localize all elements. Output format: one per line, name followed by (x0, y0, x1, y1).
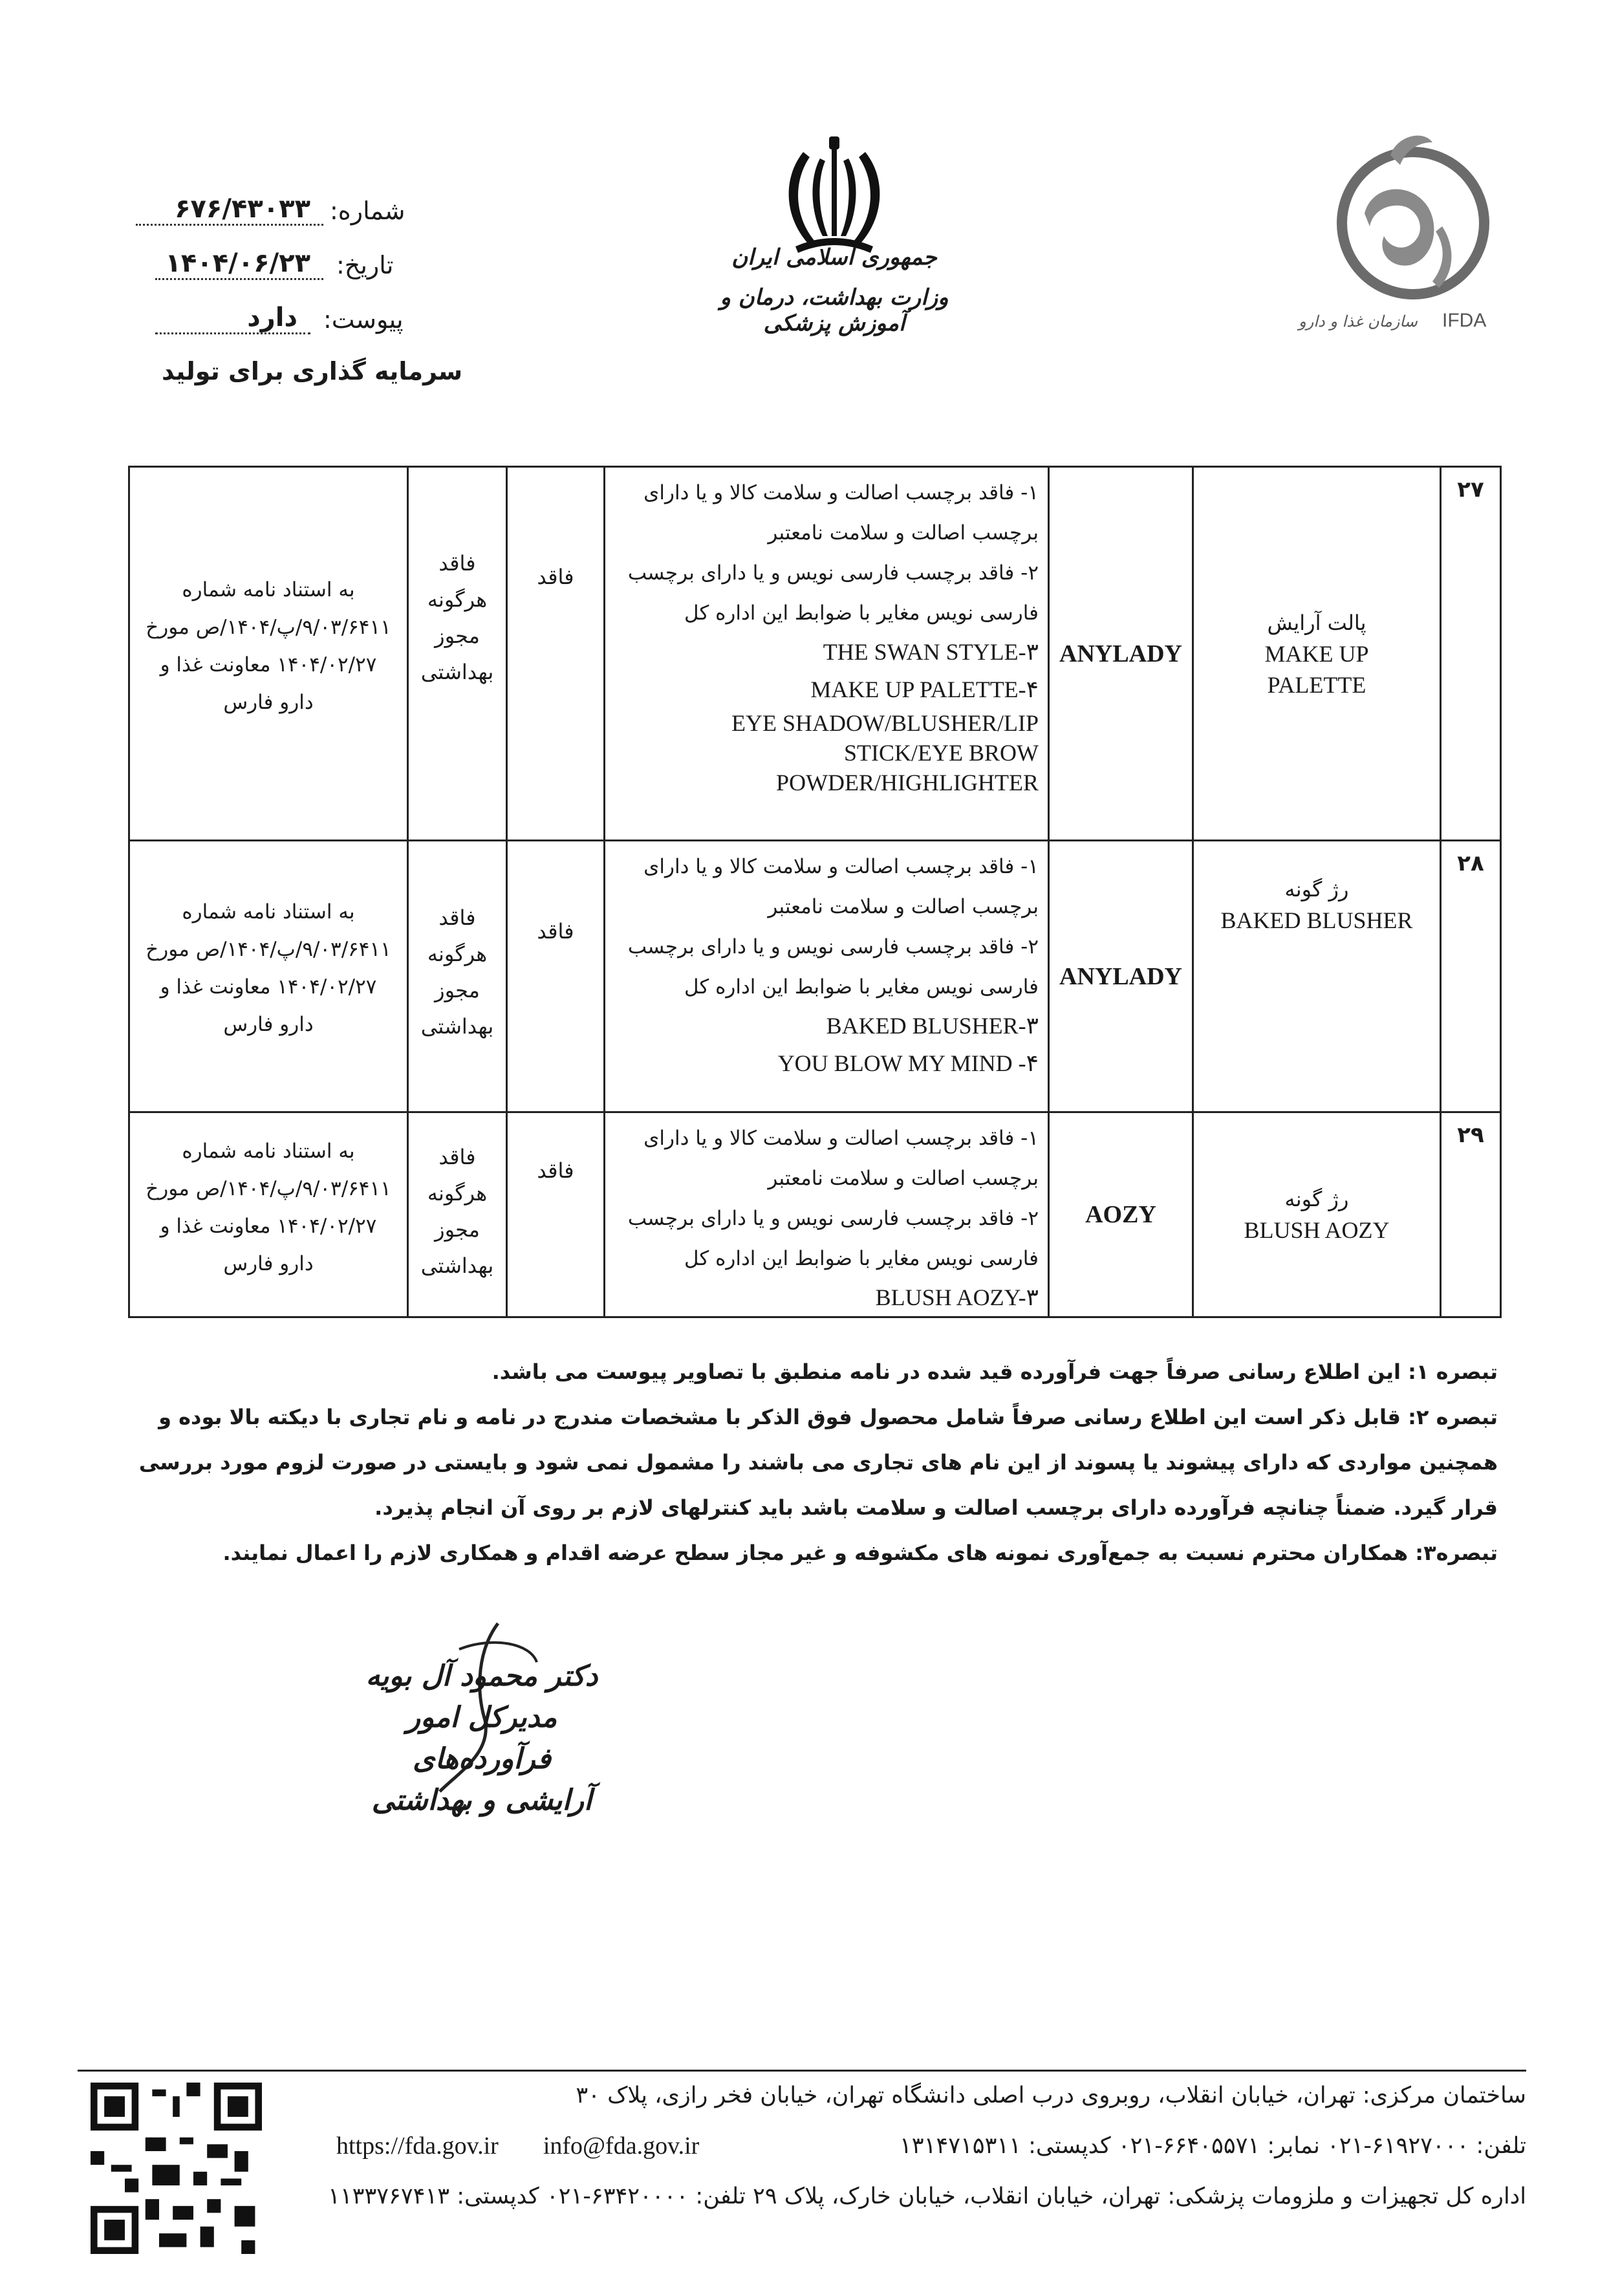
desc-line-en: EYE SHADOW/BLUSHER/LIP STICK/EYE BROW POWDER/HIGHLIGHTER (731, 710, 1039, 796)
ifda-abbr: IFDA (1442, 310, 1487, 331)
qr-code-icon (91, 2083, 262, 2254)
brand-name: ANYLADY (1049, 467, 1193, 841)
footer-links (336, 2132, 699, 2160)
product-name-fa: رژ گونه (1284, 877, 1349, 902)
desc-line: ۲- فاقد برچسب فارسی نویس و یا دارای برچسب فارسی نویس مغایر با ضوابط این اداره کل (627, 561, 1039, 625)
desc-line: ۱- فاقد برچسب اصالت و سلامت کالا و یا دارای برچسب اصالت و سلامت نامعتبر (643, 481, 1039, 545)
row-number: ۲۸ (1441, 841, 1501, 1112)
notes-section (129, 1349, 1498, 1576)
letter-attachment: دارد (155, 303, 310, 334)
product-name (1193, 1112, 1441, 1317)
lacking-cell: فاقد (507, 841, 605, 1112)
table-row (129, 841, 1501, 1112)
footer-email[interactable]: info@fda.gov.ir (543, 2132, 700, 2160)
brand-name: AOZY (1049, 1112, 1193, 1317)
signer-title: مدیرکل امور فرآورده‌های (406, 1701, 557, 1775)
product-name-en: MAKE UP PALETTE (1264, 640, 1369, 698)
note-1: تبصره ۱: این اطلاع رسانی صرفاً جهت فرآورده قید شده در نامه منطبق با تصاویر پیوست می باشد. (491, 1359, 1498, 1384)
products-table (128, 466, 1502, 1318)
license-cell: فاقد هرگونه مجوز بهداشتی (408, 841, 507, 1112)
license-cell: فاقد هرگونه مجوز بهداشتی (408, 1112, 507, 1317)
desc-line: ۲- فاقد برچسب فارسی نویس و یا دارای برچسب فارسی نویس مغایر با ضوابط این اداره کل (627, 935, 1039, 999)
slogan: سرمایه گذاری برای تولید (162, 357, 463, 385)
footer-address: ساختمان مرکزی: تهران، خیابان انقلاب، روبروی درب اصلی دانشگاه تهران، خیابان فخر رازی، پلاک ۳۰ (576, 2083, 1526, 2108)
desc-line-en: MAKE UP PALETTE-۴ (810, 677, 1039, 702)
desc-line-en: BLUSH AOZY-۳ (875, 1284, 1039, 1310)
ministry-title: وزارت بهداشت، درمان و آموزش پزشکی (720, 285, 949, 336)
lacking-cell: فاقد (507, 1112, 605, 1317)
reference-cell: به استناد نامه شماره ۹/۰۳/۶۴۱۱/پ/۱۴۰۴/ص مورخ ۱۴۰۴/۰۲/۲۷ معاونت غذا و دارو فارس (129, 467, 408, 841)
row-number: ۲۹ (1441, 1112, 1501, 1317)
lacking-cell: فاقد (507, 467, 605, 841)
product-name-en: BAKED BLUSHER (1220, 907, 1413, 933)
product-name-fa: رژ گونه (1284, 1187, 1349, 1211)
letter-number-label: شماره: (330, 197, 405, 225)
brand-name: ANYLADY (1049, 841, 1193, 1112)
note-2: تبصره ۲: قابل ذکر است این اطلاع رسانی صرفاً شامل محصول فوق الذکر با مشخصات مندرج در نامه و نام تجاری با دیکته بالا بوده و همچنین مواردی که دارای پیشوند یا پسوند از این نام های تجاری می باشند را مشمول نمی شود و بایستی در صورت لزوم مورد بررسی قرار گیرد. ضمناً چنانچه فرآورده دارای برچسب اصالت و سلامت باشد باید کنترلهای لازم بر روی آن انجام پذیرد. (138, 1405, 1498, 1520)
table-row (129, 1112, 1501, 1317)
footer-phones: تلفن: ۶۱۹۲۷۰۰۰-۰۲۱ نمابر: ۶۶۴۰۵۵۷۱-۰۲۱ کدپستی: ۱۳۱۴۷۱۵۳۱۱ (900, 2133, 1526, 2159)
desc-line-en: YOU BLOW MY MIND -۴ (777, 1050, 1039, 1076)
letter-meta (129, 194, 440, 349)
republic-title: جمهوری اسلامی ایران (731, 244, 937, 270)
product-name (1193, 467, 1441, 841)
letter-attachment-label: پیوست: (323, 305, 404, 334)
violation-description (605, 841, 1049, 1112)
footer-website[interactable]: https://fda.gov.ir (336, 2132, 499, 2160)
desc-line: ۱- فاقد برچسب اصالت و سلامت کالا و یا دارای برچسب اصالت و سلامت نامعتبر (643, 855, 1039, 918)
reference-cell: به استناد نامه شماره ۹/۰۳/۶۴۱۱/پ/۱۴۰۴/ص مورخ ۱۴۰۴/۰۲/۲۷ معاونت غذا و دارو فارس (129, 841, 408, 1112)
desc-line: ۱- فاقد برچسب اصالت و سلامت کالا و یا دارای برچسب اصالت و سلامت نامعتبر (643, 1127, 1039, 1190)
note-3: تبصره۳: همکاران محترم نسبت به جمع‌آوری نمونه های مکشوفه و غیر مجاز سطح عرضه اقدام و همکاری لازم را اعمال نمایند. (222, 1541, 1498, 1565)
license-cell: فاقد هرگونه مجوز بهداشتی (408, 467, 507, 841)
desc-line: ۲- فاقد برچسب فارسی نویس و یا دارای برچسب فارسی نویس مغایر با ضوابط این اداره کل (627, 1207, 1039, 1270)
signer-title: آرایشی و بهداشتی (371, 1784, 592, 1817)
product-name-en: BLUSH AOZY (1244, 1217, 1390, 1243)
product-name (1193, 841, 1441, 1112)
reference-cell: به استناد نامه شماره ۹/۰۳/۶۴۱۱/پ/۱۴۰۴/ص مورخ ۱۴۰۴/۰۲/۲۷ معاونت غذا و دارو فارس (129, 1112, 408, 1317)
letter-number: ۶۷۶/۴۳۰۳۳ (136, 194, 323, 226)
product-name-fa: پالت آرایش (1267, 610, 1366, 635)
violation-description (605, 1112, 1049, 1317)
ifda-logo-icon (1293, 129, 1507, 336)
signer-name: دکتر محمود آل بویه (365, 1660, 598, 1693)
ifda-org-name: سازمان غذا و دارو (1299, 312, 1418, 330)
table-row (129, 467, 1501, 841)
desc-line-en: BAKED BLUSHER-۳ (826, 1013, 1039, 1039)
violation-description (605, 467, 1049, 841)
letter-date-label: تاریخ: (336, 251, 394, 279)
iran-emblem-icon (770, 133, 899, 255)
letter-date: ۱۴۰۴/۰۶/۲۳ (155, 248, 323, 280)
desc-line-en: THE SWAN STYLE-۳ (823, 639, 1039, 665)
row-number: ۲۷ (1441, 467, 1501, 841)
footer-devices-office: اداره کل تجهیزات و ملزومات پزشکی: تهران، خیابان انقلاب، خیابان خارک، پلاک ۲۹ تلفن: ۶۳۴۲۰۰۰۰-۰۲۱ کدپستی: ۱۱۳۳۷۶۷۴۱۳ (328, 2183, 1526, 2209)
signature-block (336, 1656, 627, 1821)
footer-divider (78, 2070, 1526, 2072)
